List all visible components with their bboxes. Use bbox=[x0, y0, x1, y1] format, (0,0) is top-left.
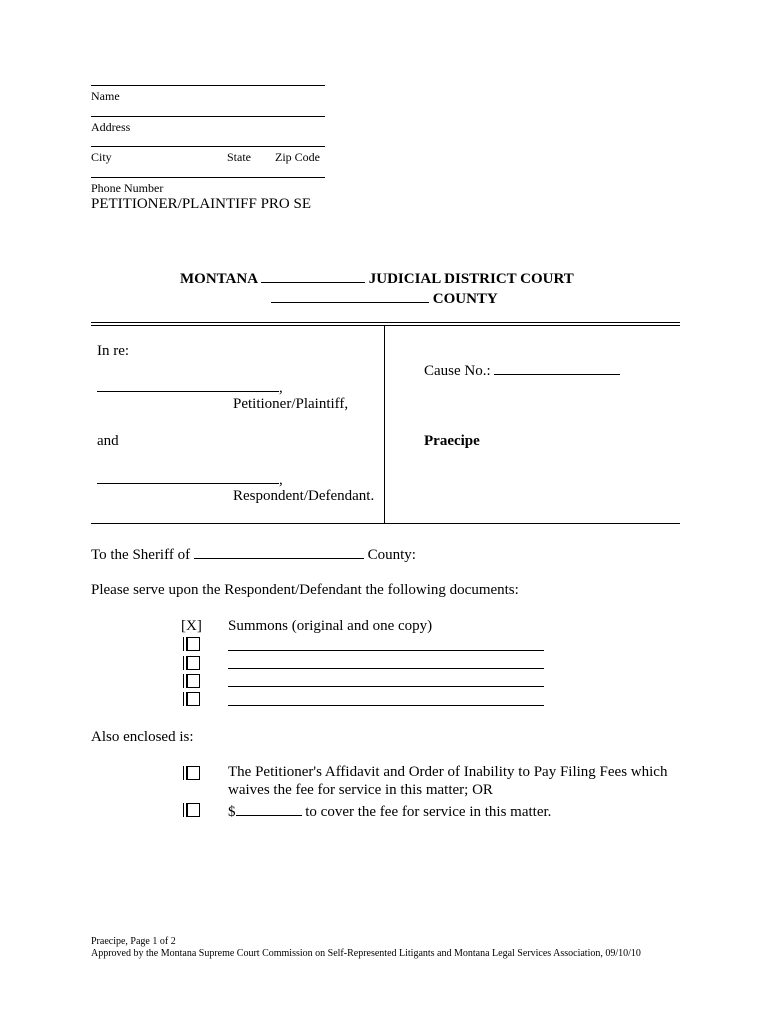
cause-number-blank[interactable] bbox=[494, 360, 620, 375]
city-state-zip-blank-line[interactable] bbox=[91, 146, 325, 147]
respondent-name-blank[interactable] bbox=[97, 469, 279, 484]
also-enclosed-label: Also enclosed is: bbox=[91, 729, 194, 745]
petitioner-name-row bbox=[97, 377, 283, 397]
phone-blank-line[interactable] bbox=[91, 177, 325, 178]
document-blank-line-2[interactable] bbox=[228, 668, 544, 669]
summons-checked-mark[interactable]: [X] bbox=[181, 618, 202, 634]
petitioner-comma: , bbox=[279, 380, 283, 396]
fee-amount-blank[interactable] bbox=[236, 801, 302, 816]
document-blank-line-4[interactable] bbox=[228, 705, 544, 706]
respondent-label: Respondent/Defendant. bbox=[233, 488, 375, 504]
court-state: MONTANA bbox=[180, 271, 258, 287]
sheriff-prefix: To the Sheriff of bbox=[91, 547, 191, 563]
document-blank-line-1[interactable] bbox=[228, 650, 544, 651]
summons-text: Summons (original and one copy) bbox=[228, 618, 433, 634]
city-label: City bbox=[91, 150, 112, 164]
caption-divider bbox=[384, 325, 385, 523]
court-line-2 bbox=[271, 288, 498, 308]
state-label: State bbox=[227, 150, 251, 164]
party-label: PETITIONER/PLAINTIFF PRO SE bbox=[91, 196, 312, 212]
affidavit-checkbox[interactable] bbox=[186, 766, 200, 780]
county-label: COUNTY bbox=[432, 291, 498, 307]
document-checkbox-2[interactable] bbox=[186, 656, 200, 670]
fee-suffix: to cover the fee for service in this matter. bbox=[305, 804, 552, 820]
petitioner-name-blank[interactable] bbox=[97, 377, 279, 392]
phone-label: Phone Number bbox=[91, 181, 164, 195]
document-checkbox-4[interactable] bbox=[186, 692, 200, 706]
petitioner-label: Petitioner/Plaintiff, bbox=[233, 396, 349, 412]
district-number-blank[interactable] bbox=[261, 268, 365, 283]
caption-top-rule bbox=[91, 322, 680, 326]
document-checkbox-1[interactable] bbox=[186, 637, 200, 651]
serve-instruction: Please serve upon the Respondent/Defendant the following documents: bbox=[91, 582, 519, 598]
fee-line bbox=[228, 801, 551, 821]
name-label: Name bbox=[91, 89, 120, 103]
in-re-label: In re: bbox=[97, 343, 130, 359]
fee-dollar-sign: $ bbox=[228, 804, 236, 820]
caption-bottom-rule bbox=[91, 523, 680, 524]
cause-number-row bbox=[424, 360, 620, 380]
and-label: and bbox=[97, 433, 119, 449]
sheriff-suffix: County: bbox=[367, 547, 416, 563]
court-type: JUDICIAL DISTRICT COURT bbox=[368, 271, 574, 287]
cause-number-label: Cause No.: bbox=[424, 363, 491, 379]
sheriff-line bbox=[91, 544, 416, 564]
fee-checkbox[interactable] bbox=[186, 803, 200, 817]
address-label: Address bbox=[91, 120, 131, 134]
zip-label: Zip Code bbox=[275, 150, 320, 164]
sheriff-county-blank[interactable] bbox=[194, 544, 364, 559]
county-name-blank[interactable] bbox=[271, 288, 429, 303]
affidavit-text-line2: waives the fee for service in this matter; OR bbox=[228, 782, 493, 798]
affidavit-text-line1: The Petitioner's Affidavit and Order of Inability to Pay Filing Fees which bbox=[228, 764, 668, 780]
document-checkbox-3[interactable] bbox=[186, 674, 200, 688]
court-line-1 bbox=[180, 268, 574, 288]
name-blank-line[interactable] bbox=[91, 85, 325, 86]
address-blank-line[interactable] bbox=[91, 116, 325, 117]
footer-approved-line: Approved by the Montana Supreme Court Commission on Self-Represented Litigants and Montana Legal Services Association, 09/10/10 bbox=[91, 948, 641, 959]
respondent-name-row bbox=[97, 469, 283, 489]
document-title: Praecipe bbox=[424, 433, 480, 449]
document-blank-line-3[interactable] bbox=[228, 686, 544, 687]
footer-page-line: Praecipe, Page 1 of 2 bbox=[91, 936, 176, 947]
respondent-comma: , bbox=[279, 472, 283, 488]
